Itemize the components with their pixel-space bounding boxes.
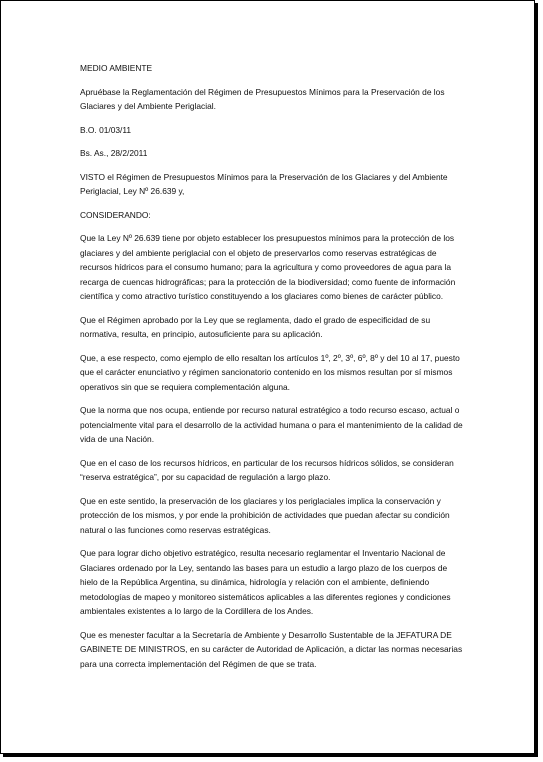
- bulletin-reference: B.O. 01/03/11: [80, 124, 132, 135]
- section-heading: MEDIO AMBIENTE: [80, 63, 153, 73]
- considerando-paragraph: Que es menester facultar a la Secretaría de Ambiente y Desarrollo Sustentable de la JEFATURA DE GABINETE DE MINISTROS, en su carácter de Autoridad de Aplicación, a dictar las normas necesarias para una correcta implementación del Régimen de que se trata.: [80, 629, 463, 669]
- considerando-heading: CONSIDERANDO:: [80, 209, 151, 220]
- considerando-paragraph: Que el Régimen aprobado por la Ley que se reglamenta, dado el grado de especificidad de su normativa, resulta, en principio, autosuficiente para su aplicación.: [80, 314, 431, 339]
- place-and-date: Bs. As., 28/2/2011: [80, 148, 148, 158]
- considerando-paragraph: Que para lograr dicho objetivo estratégico, resulta necesario reglamentar el Inventario Nacional de Glaciares ordenado por la Ley, sentando las bases para un estudio a largo plazo de los cuerpos de hielo de la República Argentina, su dinámica, hidrología y relación con el ambiente, definiendo metodologías de mapeo y monitoreo sistemáticos aplicables a las diferentes regiones y condiciones ambientales existentes a lo largo de la Cordillera de los Andes.: [80, 548, 451, 616]
- considerando-paragraph: Que, a ese respecto, como ejemplo de ello resaltan los artículos 1º, 2º, 3º, 6º, 8º y del 10 al 17, puesto que el carácter enunciativo y régimen sancionatorio contenido en los mismos resultan por sí mismos operativos sin que se requiera complementación alguna.: [80, 352, 460, 392]
- decree-summary: Apruébase la Reglamentación del Régimen de Presupuestos Mínimos para la Preservación de los Glaciares y del Ambiente Periglacial.: [80, 86, 445, 111]
- considerando-paragraph: Que en el caso de los recursos hídricos, en particular de los recursos hídricos sólidos, se consideran “reserva estratégica”, por su capacidad de regulación a largo plazo.: [80, 457, 454, 482]
- considerando-paragraph: Que la Ley Nº 26.639 tiene por objeto establecer los presupuestos mínimos para la protección de los glaciares y del ambiente periglacial con el objeto de preservarlos como reservas estratégicas de recursos hídricos para el consumo humano; para la agricultura y como proveedores de agua para la recarga de cuencas hidrográficas; para la protección de la biodiversidad; como fuente de información científica y como atractivo turístico constituyendo a los glaciares como bienes de carácter público.: [80, 233, 456, 301]
- visto-paragraph: VISTO el Régimen de Presupuestos Mínimos para la Preservación de los Glaciares y del Ambiente Periglacial, Ley Nº 26.639 y,: [80, 171, 448, 196]
- document-body: [80, 61, 464, 680]
- considerando-paragraph: Que en este sentido, la preservación de los glaciares y los periglaciales implica la conservación y protección de los mismos, y por ende la prohibición de actividades que puedan afectar su condición natural o las funciones como reservas estratégicas.: [80, 495, 450, 535]
- considerando-paragraph: Que la norma que nos ocupa, entiende por recurso natural estratégico a todo recurso escaso, actual o potencialmente vital para el desarrollo de la actividad humana o para el mantenimiento de la calidad de vida de una Nación.: [80, 405, 463, 444]
